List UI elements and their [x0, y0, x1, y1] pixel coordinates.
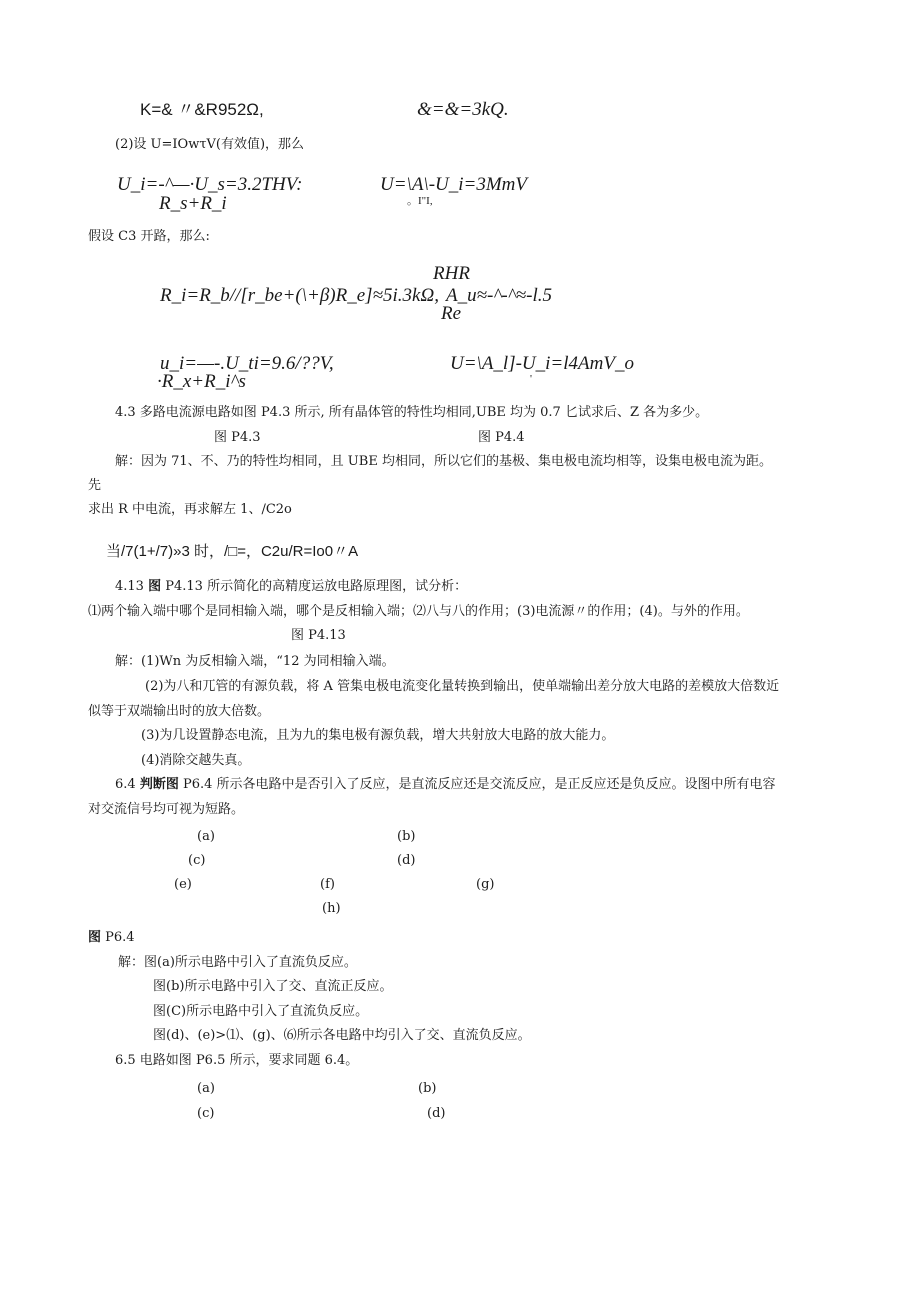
equation-ri: R_i=R_b//[r_be+(\+β)R_e]≈5i.3kΩ,: [160, 285, 439, 306]
solution-6-4-line1: 解：图(a)所示电路中引入了直流负反应。: [118, 955, 357, 970]
paragraph-c3-open: 假设 C3 开路，那么:: [88, 229, 210, 244]
paragraph-set-u: (2)设 U=IOwτV(有效值)，那么: [115, 137, 305, 152]
solution-6-4-line2: 图(b)所示电路中引入了交、直流正反应。: [153, 979, 393, 994]
equation-au-denominator: Re: [441, 303, 462, 324]
equation-rc: &=&=3kQ.: [417, 99, 509, 120]
figure-caption-p4-13: 图 P4.13: [291, 628, 346, 643]
subfigure-6-5-label-a: (a): [197, 1081, 215, 1096]
subfigure-label-h: (h): [322, 901, 341, 916]
subfigure-label-b: (b): [397, 829, 416, 844]
subfigure-label-f: (f): [320, 877, 335, 892]
figure-caption-p4-3: 图 P4.3: [214, 430, 261, 445]
solution-4-3-line2: 先: [88, 478, 102, 493]
solution-4-13-part2-line2: 似等于双端输出时的放大倍数。: [88, 704, 271, 719]
subfigure-6-5-label-d: (d): [427, 1106, 446, 1121]
subfigure-label-g: (g): [476, 877, 495, 892]
solution-4-13-part3: (3)为几设置静态电流，且为九的集电极有源负载，增大共射放大电路的放大能力。: [141, 728, 615, 743]
solution-6-4-line3: 图(C)所示电路中引入了直流负反应。: [153, 1004, 369, 1019]
solution-4-3-line1: 解：因为 71、不、乃的特性均相同，且 UBE 均相同，所以它们的基极、集电极电流均相等，设集电极电流为距。: [115, 454, 772, 469]
subfigure-label-d: (d): [397, 853, 416, 868]
equation-uo-2: U=\A_l]-U_i=l4AmV_o: [450, 353, 634, 374]
equation-uo-subscript: 。I"I,: [407, 195, 433, 207]
problem-4-3: 4.3 多路电流源电路如图 P4.3 所示, 所有晶体管的特性均相同,UBE 均为 0.7 匕试求后、Z 各为多少。: [115, 405, 709, 420]
equation-ui: U_i=-^—·U_s=3.2THV:: [117, 174, 303, 195]
problem-4-13-questions: ⑴两个输入端中哪个是同相输入端，哪个是反相输入端；⑵八与八的作用；(3)电流源〃的作用；(4)。与外的作用。: [88, 604, 749, 619]
equation-uo: U=\A\-U_i=3MmV: [380, 174, 528, 195]
problem-4-13: 4.13 图 P4.13 所示简化的高精度运放电路原理图，试分析：: [115, 579, 468, 594]
equation-rhr: RHR: [433, 263, 470, 284]
problem-6-5: 6.5 电路如图 P6.5 所示，要求同题 6.4。: [115, 1053, 359, 1068]
subfigure-label-c: (c): [188, 853, 206, 868]
equation-k: K=& 〃&R952Ω,: [140, 100, 264, 119]
figure-caption-p6-4: 图 P6.4: [88, 930, 135, 945]
problem-6-4-line2: 对交流信号均可视为短路。: [88, 802, 245, 817]
subfigure-6-5-label-b: (b): [418, 1081, 437, 1096]
subfigure-6-5-label-c: (c): [197, 1106, 215, 1121]
equation-ui-denominator: R_s+R_i: [159, 193, 227, 214]
equation-ui-2: u_i=—-.U_ti=9.6/??V,: [160, 353, 334, 374]
solution-4-13-part1: 解：(1)Wn 为反相输入端，“12 为同相输入端。: [115, 654, 395, 669]
figure-caption-p4-4: 图 P4.4: [478, 430, 525, 445]
equation-au: A_u≈-^-^≈-l.5: [446, 285, 553, 306]
subfigure-label-e: (e): [174, 877, 192, 892]
solution-6-4-line4: 图(d)、(e)>⑴、(g)、⑹所示各电路中均引入了交、直流负反应。: [153, 1028, 531, 1043]
equation-condition: 当/7(1+/7)»3 时，/□=，C2u/R=Io0〃A: [106, 543, 359, 560]
solution-4-3-line3: 求出 R 中电流，再求解左 1、/C2o: [88, 502, 292, 517]
solution-4-13-part2-line1: (2)为八和兀管的有源负载，将 A 管集电极电流变化量转换到输出，使单端输出差分放大电路的差模放大倍数近: [145, 679, 780, 694]
equation-uo-2-mark: ': [530, 373, 532, 385]
problem-6-4: 6.4 判断图 P6.4 所示各电路中是否引入了反应，是直流反应还是交流反应，是正反应还是负反应。设图中所有电容: [115, 777, 776, 792]
solution-4-13-part4: (4)消除交越失真。: [141, 753, 251, 768]
equation-ui-2-denominator: ·R_x+R_i^s: [157, 371, 246, 392]
subfigure-label-a: (a): [197, 829, 215, 844]
